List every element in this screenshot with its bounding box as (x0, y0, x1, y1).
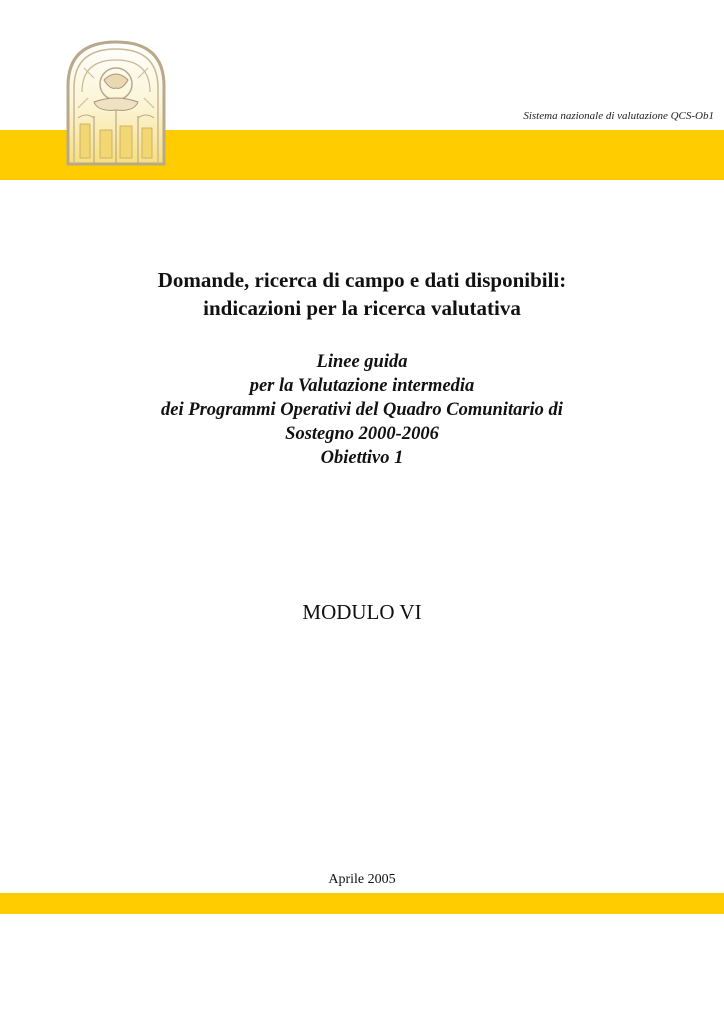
publication-date: Aprile 2005 (328, 872, 396, 887)
title-line: Domande, ricerca di campo e dati disponibili: (157, 268, 567, 292)
subtitle-line: dei Programmi Operativi del Quadro Comunitario di (161, 400, 563, 420)
module-label: MODULO VI (302, 600, 422, 624)
subtitle-line: Linee guida (316, 352, 408, 372)
subtitle-line: Sostegno 2000-2006 (285, 424, 439, 444)
stained-glass-window-emblem-icon (64, 38, 168, 166)
subtitle-line: Obiettivo 1 (320, 448, 404, 468)
subtitle-line: per la Valutazione intermedia (249, 376, 475, 396)
bottom-yellow-band (0, 893, 724, 914)
title-line: indicazioni per la ricerca valutativa (203, 296, 521, 320)
document-title (0, 266, 724, 322)
document-subtitle (0, 350, 724, 470)
header-note: Sistema nazionale di valutazione QCS-Ob1 (523, 110, 714, 122)
